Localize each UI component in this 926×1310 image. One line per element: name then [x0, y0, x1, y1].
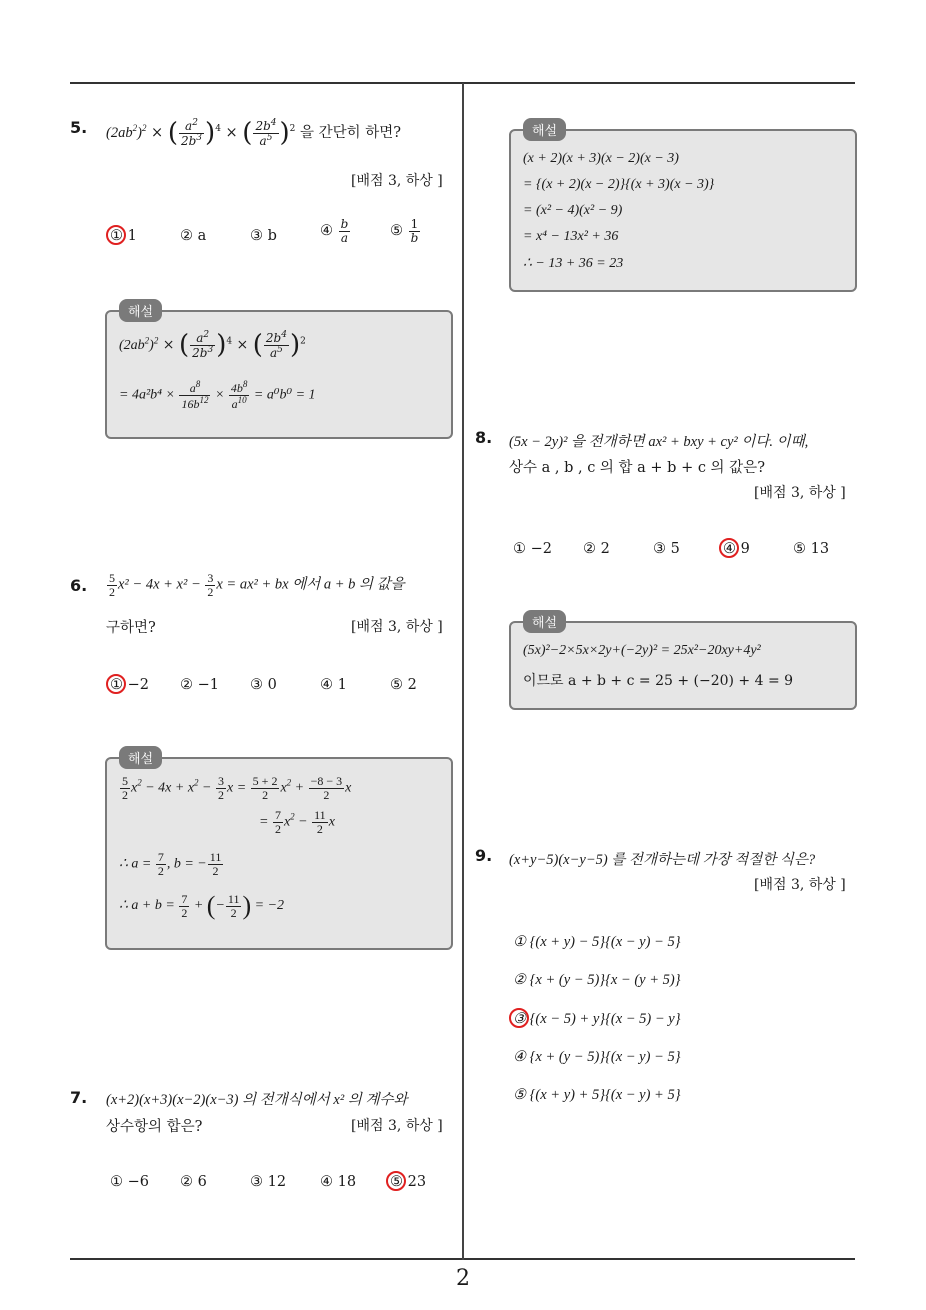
q9-choice-2[interactable]: ② {x + (y − 5)}{x − (y + 5)}	[513, 972, 681, 988]
q8-choice-1[interactable]: ① −2	[513, 541, 552, 557]
q5-solution-line-2-start: = 4a²b⁴ ×	[119, 387, 175, 403]
q7-score: [배점 3, 하상 ]	[351, 1118, 443, 1134]
q5-score: [배점 3, 하상 ]	[351, 173, 443, 189]
q6-choice-3[interactable]: ③ 0	[250, 677, 277, 693]
q5-choice-2[interactable]: ② a	[180, 228, 207, 244]
q9-answer-mark	[509, 1008, 529, 1028]
q6-solution-box	[105, 752, 453, 950]
q5-choice-4[interactable]: ④ $\frac{b}{a}$	[320, 217, 349, 245]
q8-solution-line-2: 이므로 a + b + c = 25 + (−20) + 4 = 9	[523, 673, 794, 689]
q9-choice-5[interactable]: ⑤ {(x + y) + 5}{(x − y) + 5}	[513, 1087, 681, 1103]
q7-line-1: (x+2)(x+3)(x−2)(x−3) 의 전개식에서 x² 의 계수와	[106, 1092, 408, 1108]
q7-solution-line-3: = (x² − 4)(x² − 9)	[523, 203, 623, 218]
q6-line-2: 구하면?	[106, 620, 156, 636]
q5-expression: $(2ab^2)^2$ × ( $\frac{a^2}{2b^3}$ )$^4$ × ( $\frac{2b^4}{a^5}$ )$^2$ 을 간단히 하면?	[106, 117, 402, 148]
q9-choice-1[interactable]: ① {(x + y) − 5}{(x − y) − 5}	[513, 934, 681, 950]
q6-solution-tag: 해설	[119, 746, 162, 769]
q8-line-2: 상수 a , b , c 의 합 a + b + c 의 값은?	[509, 460, 765, 476]
q8-score: [배점 3, 하상 ]	[754, 485, 846, 501]
q7-solution-line-1: (x + 2)(x + 3)(x − 2)(x − 3)	[523, 151, 679, 166]
q5-solution-box	[105, 305, 453, 439]
q8-solution-line-1: (5x)²−2×5x×2y+(−2y)² = 25x²−20xy+4y²	[523, 643, 761, 658]
q9-number: 9.	[475, 846, 493, 865]
q7-solution-box	[509, 124, 857, 292]
q6-expression-tail: x = ax² + bx 에서 a + b 의 값을	[216, 576, 405, 593]
q6-solution-line-1: $\frac{5}{2}$ $x^2 - 4x + x^2$ − $\frac{3}{2}$ x = $\frac{5 + 2}{2}$ $x^2$ + $\frac{-8 - 3}{2}$ x	[122, 774, 352, 802]
q7-number: 7.	[70, 1088, 88, 1107]
q7-solution-line-2: = {(x + 2)(x − 2)}{(x + 3)(x − 3)}	[523, 177, 715, 192]
q8-answer-mark	[719, 538, 739, 558]
q9-choice-4[interactable]: ④ {x + (y − 5)}{(x − y) − 5}	[513, 1049, 681, 1065]
q8-line-1: (5x − 2y)² 을 전개하면 ax² + bxy + cy² 이다. 이때,	[509, 434, 809, 450]
column-divider	[462, 83, 464, 1260]
q7-line-2: 상수항의 합은?	[106, 1119, 203, 1135]
q7-choice-5[interactable]: ⑤ 23	[390, 1174, 427, 1190]
q8-choice-2[interactable]: ② 2	[583, 541, 610, 557]
q7-choice-3[interactable]: ③ 12	[250, 1174, 287, 1190]
q6-expression: $\frac{5}{2}$ x² − 4x + x² − $\frac{3}{2}$ x = ax² + bx 에서 a + b 의 값을	[109, 571, 405, 599]
q8-choice-3[interactable]: ③ 5	[653, 541, 680, 557]
q7-solution-tag: 해설	[523, 118, 566, 141]
q8-solution-tag: 해설	[523, 610, 566, 633]
q6-number: 6.	[70, 576, 88, 595]
q7-answer-mark	[386, 1171, 406, 1191]
q6-solution-line-3: ∴ a = $\frac{7}{2}$ , b = − $\frac{11}{2}$	[119, 850, 222, 878]
q9-line-1: (x+y−5)(x−y−5) 를 전개하는데 가장 적절한 식은?	[509, 852, 816, 868]
q6-choice-4[interactable]: ④ 1	[320, 677, 347, 693]
q5-choice-5[interactable]: ⑤ $\frac{1}{b}$	[390, 217, 419, 245]
q7-solution-line-4: = x⁴ − 13x² + 36	[523, 229, 619, 244]
q6-choice-1[interactable]: ① −2	[110, 677, 149, 693]
q7-solution-line-5: ∴ − 13 + 36 = 23	[523, 256, 624, 271]
q5-choice-1[interactable]: ① 1	[110, 228, 137, 244]
q5-solution-line-1: $(2ab^2)^2$ × ( $\frac{a^2}{2b^3}$ )$^4$ × ( $\frac{2b^4}{a^5}$ )$^2$	[119, 329, 306, 360]
q7-choice-4[interactable]: ④ 18	[320, 1174, 357, 1190]
q6-expression-mid: x² − 4x + x² −	[118, 576, 201, 593]
q5-solution-line-2: = 4a²b⁴ × $\frac{a^8}{16b^{12}}$ × $\frac{4b^8}{a^{10}}$ = a⁰b⁰ = 1	[119, 379, 316, 411]
q9-choice-3[interactable]: ③ {(x − 5) + y}{(x − 5) − y}	[513, 1011, 681, 1027]
q6-solution-line-2: = $\frac{7}{2}$ $x^2$ − $\frac{11}{2}$ x	[259, 808, 335, 836]
q6-choice-5[interactable]: ⑤ 2	[390, 677, 417, 693]
page-number: 2	[456, 1266, 470, 1291]
q8-number: 8.	[475, 428, 493, 447]
q8-solution-box	[509, 616, 857, 710]
q5-choice-3[interactable]: ③ b	[250, 228, 277, 244]
q5-solution-line-2-end: = a⁰b⁰ = 1	[253, 387, 316, 403]
q6-answer-mark	[106, 674, 126, 694]
q8-choice-5[interactable]: ⑤ 13	[793, 541, 830, 557]
q9-score: [배점 3, 하상 ]	[754, 877, 846, 893]
q6-choice-2[interactable]: ② −1	[180, 677, 219, 693]
q7-choice-2[interactable]: ② 6	[180, 1174, 207, 1190]
q5-question-tail: 을 간단히 하면?	[300, 125, 402, 141]
q5-number: 5.	[70, 118, 88, 137]
q5-answer-mark	[106, 225, 126, 245]
q7-choice-1[interactable]: ① −6	[110, 1174, 149, 1190]
q8-choice-4[interactable]: ④ 9	[723, 541, 750, 557]
q6-solution-line-4: ∴ a + b = $\frac{7}{2}$ + (− $\frac{11}{2}$ ) = −2	[119, 891, 285, 920]
q5-solution-tag: 해설	[119, 299, 162, 322]
q6-score: [배점 3, 하상 ]	[351, 619, 443, 635]
